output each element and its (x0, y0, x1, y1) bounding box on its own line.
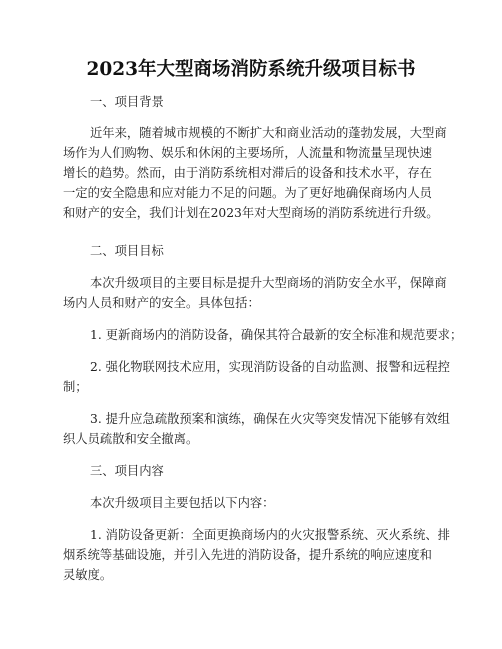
list-item-line: 制； (63, 380, 88, 394)
list-item-line: 灵敏度。 (63, 568, 113, 582)
paragraph-line: 近年来，随着城市规模的不断扩大和商业活动的蓬勃发展，大型商 (90, 126, 447, 140)
section-heading-goals: 二、项目目标 (90, 244, 164, 258)
paragraph-line: 增长的趋势。然而，由于消防系统相对滞后的设备和技术水平，存在 (63, 166, 432, 180)
section-heading-background: 一、项目背景 (90, 95, 164, 109)
list-item-line: 1. 更新商场内的消防设备，确保其符合最新的安全标准和规范要求； (90, 328, 463, 342)
paragraph-line: 和财产的安全，我们计划在2023年对大型商场的消防系统进行升级。 (63, 206, 439, 220)
list-item-line: 2. 强化物联网技术应用，实现消防设备的自动监测、报警和远程控 (90, 360, 450, 374)
paragraph-line: 场作为人们购物、娱乐和休闲的主要场所，人流量和物流量呈现快速 (63, 146, 432, 160)
section-heading-content: 三、项目内容 (90, 464, 164, 478)
list-item-line: 3. 提升应急疏散预案和演练，确保在火灾等突发情况下能够有效组 (90, 412, 450, 426)
list-item-line: 1. 消防设备更新：全面更换商场内的火灾报警系统、灭火系统、排 (90, 528, 450, 542)
paragraph-line: 本次升级项目的主要目标是提升大型商场的消防安全水平，保障商 (90, 276, 447, 290)
document-title: 2023年大型商场消防系统升级项目标书 (86, 59, 416, 80)
paragraph-line: 一定的安全隐患和应对能力不足的问题。为了更好地确保商场内人员 (63, 186, 432, 200)
list-item-line: 烟系统等基础设施，并引入先进的消防设备，提升系统的响应速度和 (63, 548, 432, 562)
paragraph-line: 场内人员和财产的安全。具体包括： (63, 296, 260, 310)
list-item-line: 织人员疏散和安全撤离。 (63, 432, 199, 446)
paragraph-line: 本次升级项目主要包括以下内容： (90, 496, 275, 510)
